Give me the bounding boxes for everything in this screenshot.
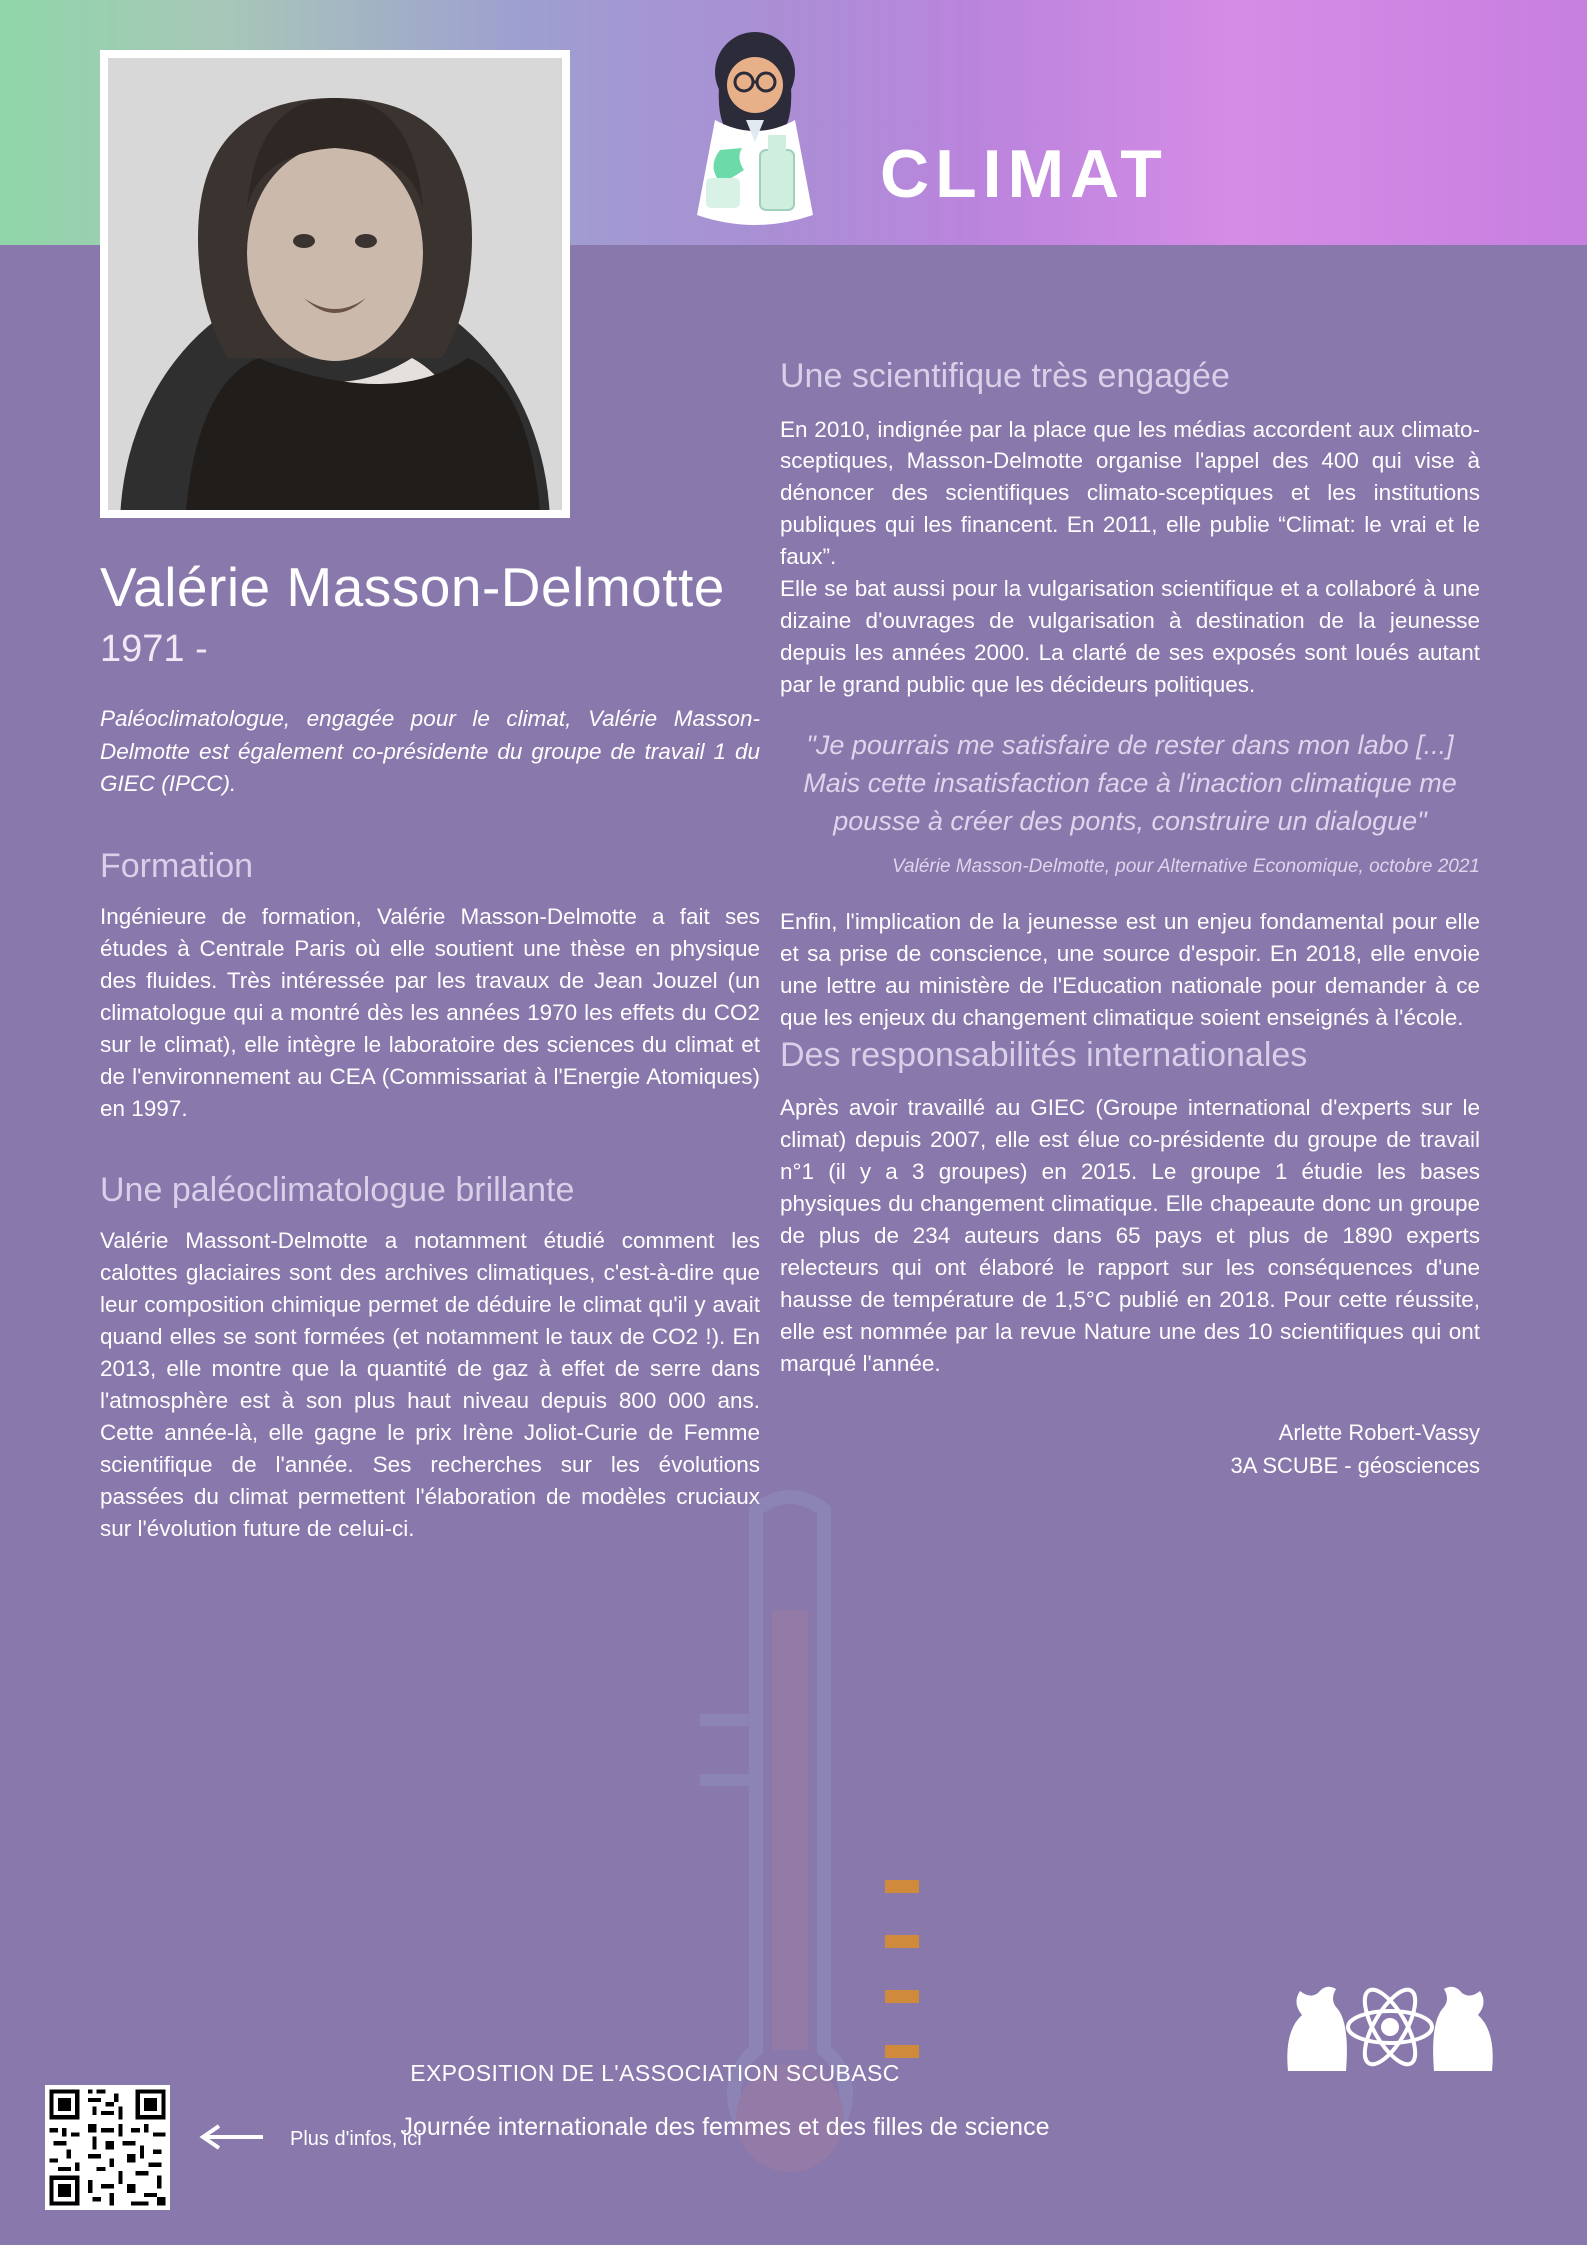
section-text-engagee-2: Elle se bat aussi pour la vulgarisation scientifique et a collaboré à une dizaine d'ouvrages de vulgarisation à destination de la jeunesse depuis les années 2000. La clarté de ses exposés sont loués autant par le grand public que les décideurs politiques. bbox=[780, 576, 1480, 697]
section-heading-paleoclimatologue: Une paléoclimatologue brillante bbox=[100, 1170, 575, 1209]
section-text-engagee-1: En 2010, indignée par la place que les médias accordent aux climato-sceptiques, Masson-Delmotte organise l'appel des 400 qui vise à dénoncer des scientifiques climato-sceptiques et les institutions publiques qui les financent. En 2011, elle publie “Climat: le vrai et le faux”. bbox=[780, 416, 1480, 570]
qr-code[interactable] bbox=[45, 2085, 170, 2210]
section-heading-engagee: Une scientifique très engagée bbox=[780, 357, 1230, 395]
person-description: Paléoclimatologue, engagée pour le climat, Valérie Masson-Delmotte est également co-présidente du groupe de travail 1 du GIEC (IPCC). bbox=[100, 705, 760, 797]
footer-journee-line: Journée internationale des femmes et des filles de science bbox=[400, 2113, 1050, 2141]
scientist-illustration bbox=[660, 30, 850, 260]
poster-title: CLIMAT bbox=[880, 136, 1168, 212]
pull-quote: "Je pourrais me satisfaire de rester dans mon labo [...] Mais cette insatisfaction face à l'inaction climatique me pousse à créer des ponts, construire un dialogue" bbox=[803, 729, 1457, 836]
footer-exposition-line: EXPOSITION DE L'ASSOCIATION SCUBASC bbox=[410, 2060, 900, 2086]
section-heading-formation: Formation bbox=[100, 846, 254, 885]
section-heading-responsabilites: Des responsabilités internationales bbox=[780, 1035, 1308, 1074]
author-credit bbox=[780, 1416, 1480, 1482]
section-text-jeunesse: Enfin, l'implication de la jeunesse est un enjeu fondamental pour elle et sa prise de conscience, une source d'espoir. En 2018, elle envoie une lettre au ministère de l'Education nationale pour demander à ce que les enjeux du changement climatique soient enseignés à l'école. bbox=[780, 908, 1480, 1030]
qr-caption: Plus d'infos, ici bbox=[290, 2128, 422, 2150]
person-name: Valérie Masson-Delmotte bbox=[100, 556, 725, 618]
section-text-responsabilites: Après avoir travaillé au GIEC (Groupe international d'experts sur le climat) depuis 2007, elle est élue co-présidente du groupe de travail n°1 (il y a 3 groupes) en 2015. Le groupe 1 étudie les bases physiques du changement climatique. Elle chapeaute donc un groupe de plus de 234 auteurs dans 65 pays et plus de 1890 experts relecteurs qui ont élaboré le rapport sur les conséquences d'une hausse de température de 1,5°C publié en 2018. Pour cette réussite, elle est nommée par la revue Nature une des 10 scientifiques qui ont marqué l'année. bbox=[780, 1095, 1480, 1376]
section-text-paleoclimatologue: Valérie Massont-Delmotte a notamment étudié comment les calottes glaciaires sont des archives climatiques, c'est-à-dire que leur composition chimique permet de déduire le climat qu'il y avait quand elles se sont formées (et notamment le taux de CO2 !). En 2013, elle montre que la quantité de gaz à effet de serre dans l'atmosphère est à son plus haut niveau depuis 800 000 ans. Cette année-là, elle gagne le prix Irène Joliot-Curie de Femme scientifique de l'année. Ses recherches sur les évolutions passées du climat permettent l'élaboration de modèles cruciaux sur l'évolution future de celui-ci. bbox=[100, 1228, 760, 1541]
arrow-left-icon bbox=[195, 2122, 265, 2152]
author-affiliation: 3A SCUBE - géosciences bbox=[1230, 1452, 1480, 1478]
section-text-formation: Ingénieure de formation, Valérie Masson-Delmotte a fait ses études à Centrale Paris où elle soutient une thèse en physique des fluides. Très intéressée par les travaux de Jean Jouzel (un climatologue qui a montré dès les années 1970 les effets du CO2 sur le climat), elle intègre le laboratoire des sciences du climat et de l'environnement au CEA (Commissariat à l'Energie Atomiques) en 1997. bbox=[100, 904, 760, 1121]
association-crest-logo bbox=[1280, 1975, 1500, 2085]
author-name: Arlette Robert-Vassy bbox=[1278, 1419, 1480, 1445]
person-years: 1971 - bbox=[100, 627, 208, 670]
pull-quote-source: Valérie Masson-Delmotte, pour Alternative Economique, octobre 2021 bbox=[892, 856, 1480, 878]
portrait-frame bbox=[100, 50, 570, 518]
portrait-photo bbox=[108, 58, 562, 510]
right-column bbox=[780, 355, 1480, 1482]
left-column bbox=[100, 555, 760, 1545]
